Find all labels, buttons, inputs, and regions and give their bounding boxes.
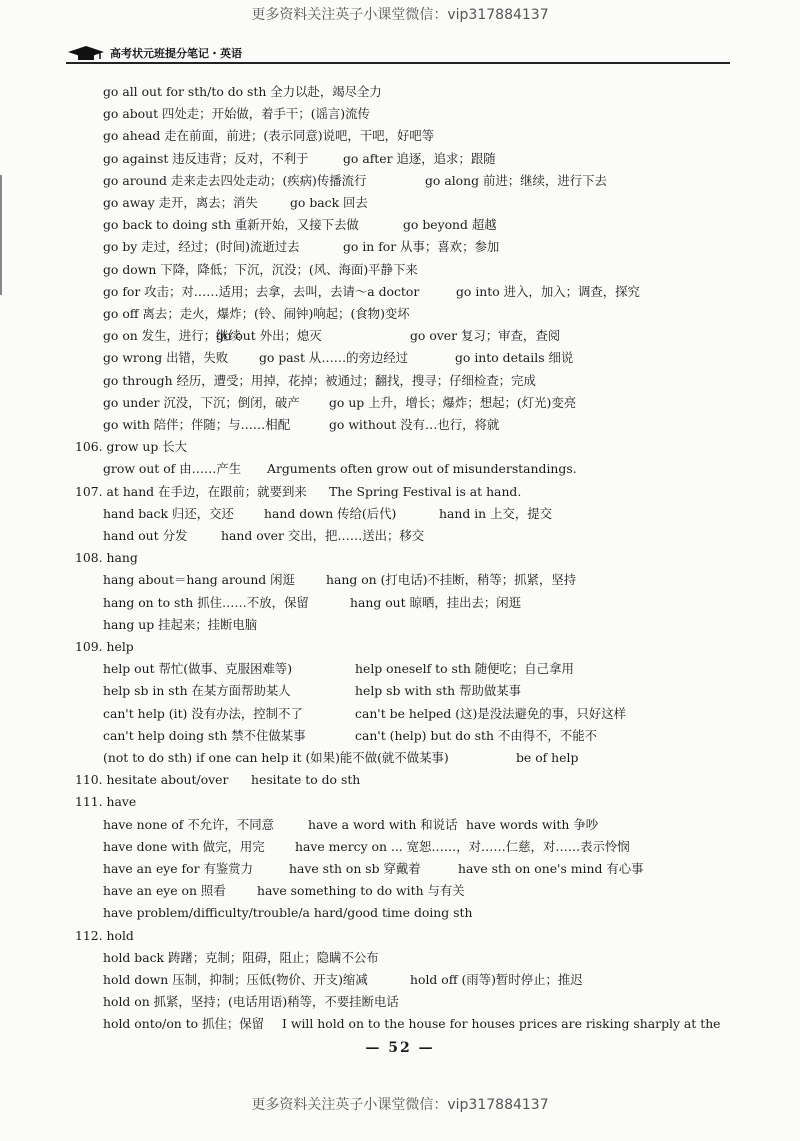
entry-line: go wrong 出错，失败	[103, 350, 229, 366]
entry-segment: have something to do with 与有关	[257, 883, 465, 899]
entry-line: hang up 挂起来；挂断电脑	[103, 616, 258, 632]
entry-line: hold down 压制，抑制；压低(物价、开支)缩减	[103, 972, 368, 987]
entry-line: 108. hang	[75, 550, 138, 566]
entry-segment: help oneself to sth 随便吃；自己拿用	[355, 661, 574, 677]
page-number: — 52 —	[365, 1040, 435, 1056]
entry-line: go by 走过，经过；(时间)流逝过去	[103, 239, 300, 255]
entry-segment: go beyond 超越	[403, 217, 497, 233]
entry-segment: be of help	[516, 750, 579, 765]
entry-line: hold on 抓紧，坚持；(电话用语)稍等，不要挂断电话	[103, 994, 399, 1010]
entry-segment: can't (help) but do sth 不由得不，不能不	[355, 727, 597, 743]
entry-segment: go into 进入，加入；调查，探究	[456, 283, 640, 299]
entry-segment: go in for 从事；喜欢；参加	[343, 239, 500, 255]
entry-line: hang about＝hang around 闲逛	[103, 572, 295, 588]
watermark-top: 更多资料关注英子小课堂微信：vip317884137	[251, 7, 549, 23]
entry-segment: hold off (雨等)暂时停止；推迟	[410, 972, 583, 987]
entry-line: 109. help	[75, 639, 134, 654]
entry-segment: go past 从……的旁边经过	[259, 350, 409, 366]
entry-line: go all out for sth/to do sth 全力以赴，竭尽全力	[103, 84, 382, 99]
entry-segment: go along 前进；继续，进行下去	[425, 172, 607, 188]
entry-segment: hand in 上交，提交	[439, 505, 553, 521]
entry-line: help sb in sth 在某方面帮助某人	[103, 683, 291, 699]
entry-segment: have a word with 和说话	[308, 816, 458, 832]
entry-line: hold onto/on to 抓住；保留	[103, 1016, 265, 1032]
entry-line: go on 发生，进行；继续	[103, 328, 241, 344]
entry-line: 106. grow up 长大	[75, 439, 188, 455]
entry-line: go under 沉没，下沉；倒闭，破产	[103, 394, 300, 410]
entry-segment: hand down 传给(后代)	[264, 505, 397, 521]
entry-line: go about 四处走；开始做，着手干；(谣言)流传	[103, 106, 370, 122]
entry-line: have problem/difficulty/trouble/a hard/good time doing sth	[103, 905, 473, 921]
entry-segment: help sb with sth 帮助做某事	[355, 683, 522, 699]
header-rule	[66, 62, 730, 64]
entry-line: help out 帮忙(做事、克服困难等)	[103, 661, 293, 677]
entry-segment: I will hold on to the house for houses prices are risking sharply at the	[282, 1016, 721, 1032]
entry-segment: hang out 晾晒，挂出去；闲逛	[350, 594, 522, 610]
entry-segment: have sth on sb 穿戴着	[289, 861, 421, 876]
entry-line: grow out of 由……产生	[103, 461, 242, 477]
entry-segment: go into details 细说	[455, 350, 574, 366]
entry-segment: go up 上升，增长；爆炸；想起；(灯光)变亮	[329, 394, 577, 410]
entry-segment: hesitate to do sth	[251, 772, 361, 788]
entry-line: have an eye on 照看	[103, 883, 226, 899]
entry-line: 112. hold	[75, 927, 134, 943]
entry-segment: go back 回去	[290, 195, 368, 210]
entry-line: go with 陪伴；伴随；与……相配	[103, 417, 291, 432]
entry-line: go back to doing sth 重新开始，又接下去做	[103, 217, 359, 233]
entry-line: can't help doing sth 禁不住做某事	[103, 727, 306, 743]
entry-line: go through 经历，遭受；用掉，花掉；被通过；翻找，搜寻；仔细检查；完成	[103, 372, 536, 388]
page-header	[66, 42, 242, 64]
entry-line: go ahead 走在前面，前进；(表示同意)说吧，干吧，好吧等	[103, 128, 435, 144]
entry-segment: have mercy on ... 宽恕……，对……仁慈，对……表示怜悯	[295, 838, 630, 854]
entry-segment: The Spring Festival is at hand.	[329, 483, 522, 499]
entry-line: 111. have	[75, 794, 137, 810]
entry-segment: have sth on one's mind 有心事	[458, 861, 644, 876]
entry-segment: go out 外出；熄灭	[216, 328, 322, 344]
entry-line: can't help (it) 没有办法，控制不了	[103, 705, 303, 721]
entry-line: 107. at hand 在手边，在跟前；就要到来	[75, 483, 307, 499]
entry-segment: hang on (打电话)不挂断，稍等；抓紧，坚持	[326, 572, 577, 588]
entry-segment: can't be helped (这)是没法避免的事，只好这样	[355, 705, 626, 721]
header-title: 高考状元班提分笔记・英语	[110, 47, 242, 60]
entry-line: have done with 做完，用完	[103, 838, 265, 854]
entry-segment: Arguments often grow out of misunderstandings.	[267, 461, 577, 477]
scan-edge-mark	[0, 175, 2, 295]
watermark-bottom: 更多资料关注英子小课堂微信：vip317884137	[251, 1097, 549, 1113]
entry-segment: go without 没有…也行，将就	[329, 417, 500, 432]
entry-line: go against 违反违背；反对，不利于	[103, 150, 309, 166]
entry-line: have none of 不允许，不同意	[103, 816, 275, 832]
entry-line: 110. hesitate about/over	[75, 772, 229, 788]
entry-segment: go after 追逐，追求；跟随	[343, 150, 496, 166]
entry-line: go down 下降，降低；下沉，沉没；(风、海面)平静下来	[103, 261, 418, 277]
entry-segment: have words with 争吵	[466, 816, 599, 832]
entry-segment: hand over 交出，把……送出；移交	[221, 528, 425, 543]
entry-line: go away 走开，离去；消失	[103, 195, 258, 210]
entry-line: hand back 归还，交还	[103, 505, 234, 521]
entry-line: go for 攻击；对……适用；去拿，去叫，去请～a doctor	[103, 283, 420, 299]
entry-line: go around 走来走去四处走动；(疾病)传播流行	[103, 172, 367, 188]
entry-line: hold back 踌躇；克制；阻碍，阻止；隐瞒不公布	[103, 949, 379, 965]
graduation-cap-icon	[66, 43, 106, 63]
entry-line: go off 离去；走火，爆炸；(铃、闹钟)响起；(食物)变坏	[103, 306, 410, 321]
entry-line: (not to do sth) if one can help it (如果)能不做(就不做某事)	[103, 750, 449, 765]
entry-line: hand out 分发	[103, 528, 188, 543]
entry-line: hang on to sth 抓住……不放，保留	[103, 594, 309, 610]
entry-segment: go over 复习；审查，查阅	[410, 328, 561, 344]
entry-line: have an eye for 有鉴赏力	[103, 861, 254, 876]
